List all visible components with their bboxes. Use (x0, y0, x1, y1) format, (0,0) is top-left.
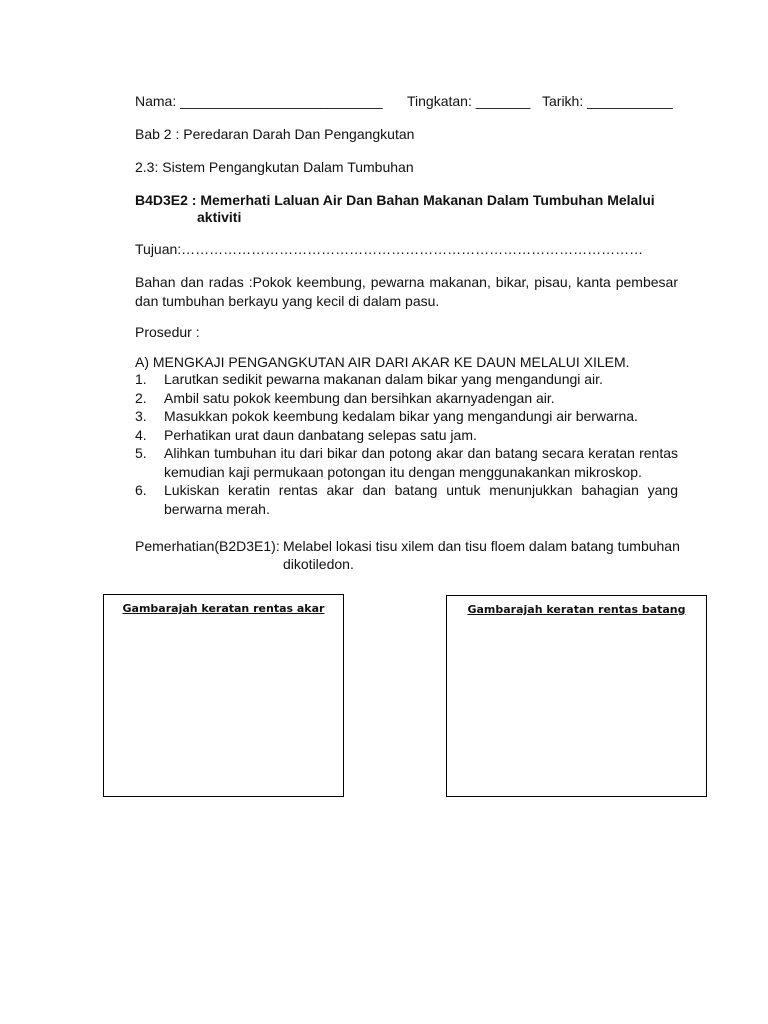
procedure-step: 1. Larutkan sedikit pewarna makanan dalam bikar yang mengandungi air. (135, 371, 603, 387)
procedure-list (135, 370, 678, 518)
tujuan-field[interactable]: Tujuan:……………………………………………………………………………………… (135, 241, 644, 257)
bahan-radas-text: Bahan dan radas :Pokok keembung, pewarna makanan, bikar, pisau, kanta pembesar dan tumbuhan berkayu yang kecil di dalam pasu. (135, 274, 678, 309)
akar-diagram-box[interactable] (103, 594, 344, 797)
pemerhatian-text: Melabel lokasi tisu xilem dan tisu floem dalam batang tumbuhan dikotiledon. (283, 538, 680, 572)
batang-diagram-title: Gambarajah keratan rentas batang (467, 603, 686, 616)
pemerhatian-label: Pemerhatian(B2D3E1): (135, 538, 280, 554)
procedure-step: 6. Lukiskan keratin rentas akar dan batang untuk menunjukkan bahagian yang berwarna merah. (135, 482, 678, 517)
subtopic-title: 2.3: Sistem Pengangkutan Dalam Tumbuhan (135, 159, 414, 175)
procedure-step: 5. Alihkan tumbuhan itu dari bikar dan potong akar dan batang secara keratan rentas kemudian kaji permukaan potongan itu dengan menggunakankan mikroskop. (135, 445, 678, 480)
chapter-title: Bab 2 : Peredaran Darah Dan Pengangkutan (135, 126, 415, 142)
tarikh-field[interactable]: Tarikh: ___________ (542, 93, 673, 109)
tingkatan-field[interactable]: Tingkatan: _______ (407, 93, 531, 109)
prosedur-label: Prosedur : (135, 324, 200, 340)
nama-field[interactable]: Nama: __________________________ (135, 93, 383, 109)
section-a-heading: A) MENGKAJI PENGANGKUTAN AIR DARI AKAR KE DAUN MELALUI XILEM. (135, 354, 630, 370)
akar-diagram-title: Gambarajah keratan rentas akar (122, 602, 325, 615)
procedure-step: 4. Perhatikan urat daun danbatang selepas satu jam. (135, 426, 477, 443)
activity-title-line2: aktiviti (197, 209, 242, 225)
procedure-step: 3. Masukkan pokok keembung kedalam bikar yang mengandungi air berwarna. (135, 408, 638, 424)
procedure-step: 2. Ambil satu pokok keembung dan bersihkan akarnyadengan air. (135, 389, 555, 406)
batang-diagram-box[interactable] (446, 595, 707, 797)
activity-title-line1: B4D3E2 : Memerhati Laluan Air Dan Bahan Makanan Dalam Tumbuhan Melalui (135, 192, 655, 208)
